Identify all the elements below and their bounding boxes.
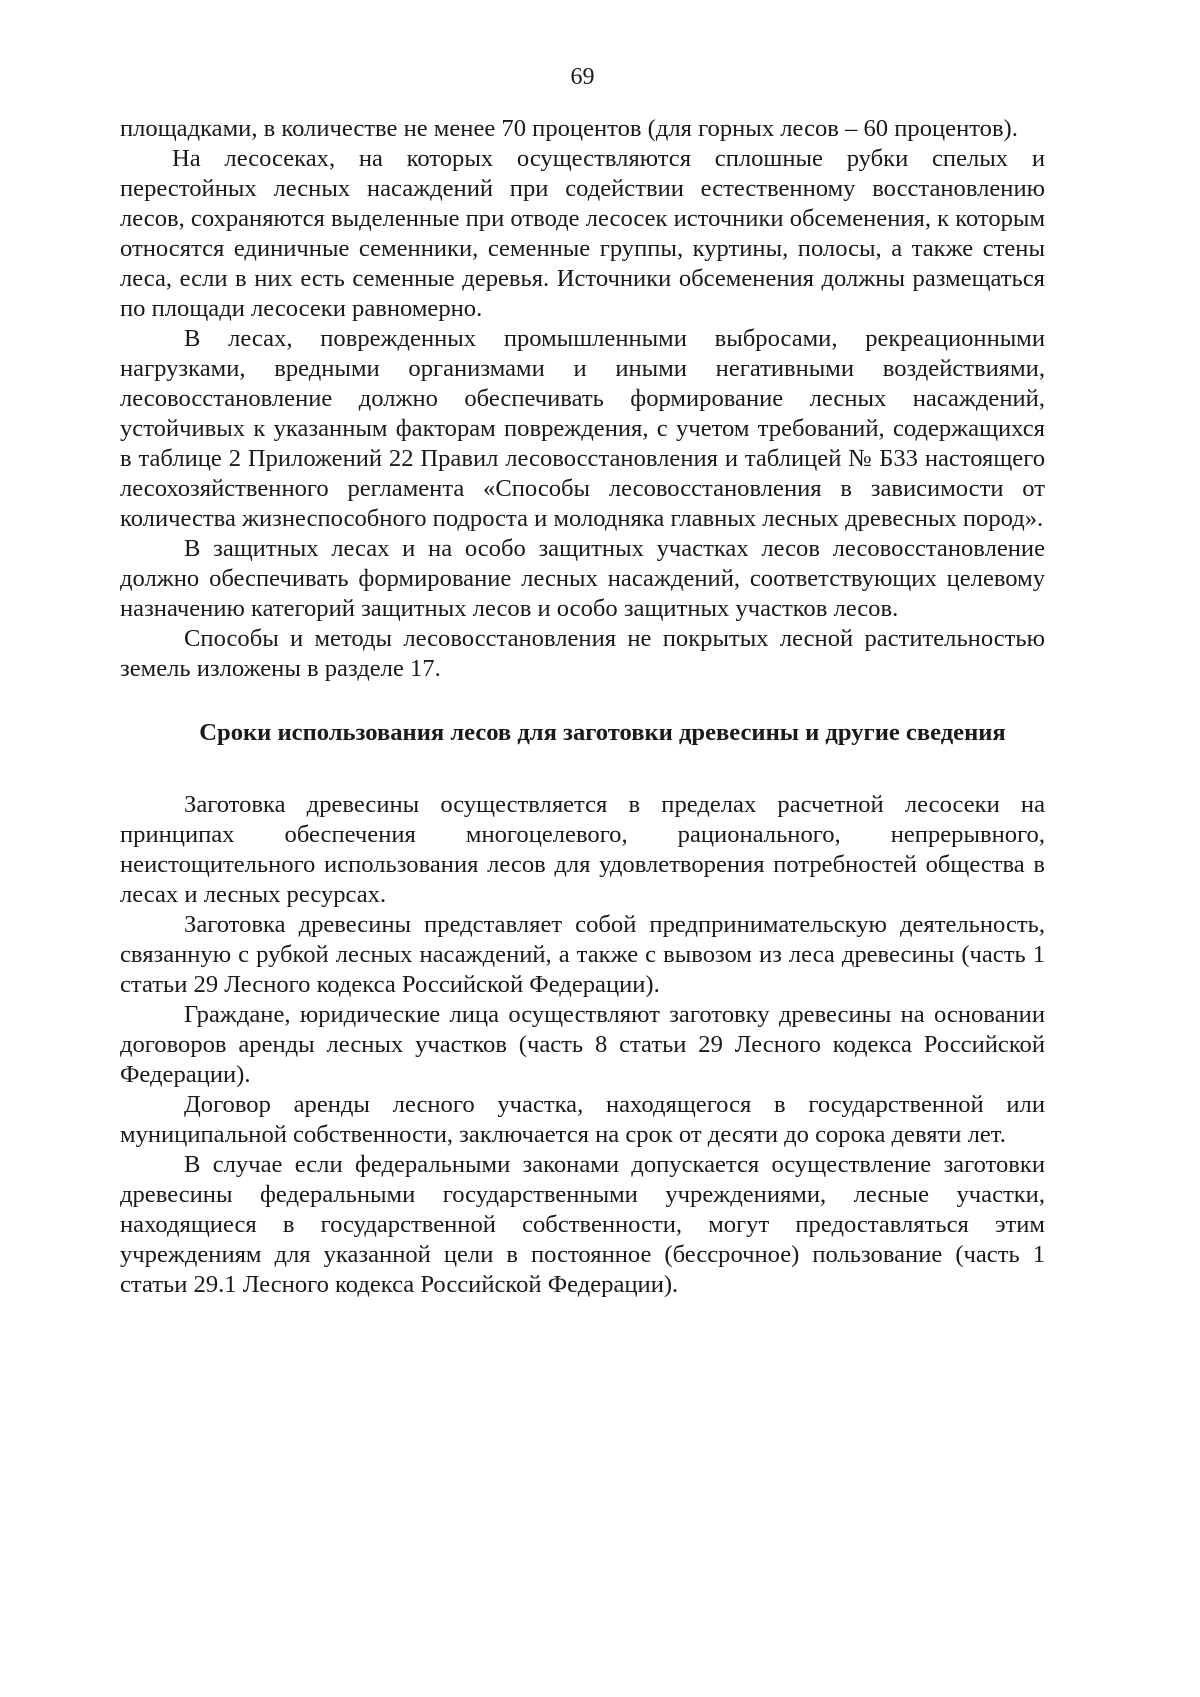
paragraph-lease-basis: Граждане, юридические лица осуществляют заготовку древесины на основании договоров аренды лесных участков (часть 8 статьи 29 Лесного кодекса Российской Федерации). <box>120 1001 1045 1088</box>
top-text-block <box>120 114 1045 684</box>
paragraph-federal-institutions: В случае если федеральными законами допускается осуществление заготовки древесины федеральными государственными учреждениями, лесные участки, находящиеся в государственной собственности, могут предоставляться этим учреждениям для указанной цели в постоянное (бессрочное) пользование (часть 1 статьи 29.1 Лесного кодекса Российской Федерации). <box>120 1151 1045 1298</box>
paragraph-continuation: площадками, в количестве не менее 70 процентов (для горных лесов – 60 процентов). <box>120 115 1018 142</box>
paragraph-protective-forests: В защитных лесах и на особо защитных участках лесов лесовосстановление должно обеспечивать формирование лесных насаждений, соответствующих целевому назначению категорий защитных лесов и особо защитных участков лесов. <box>120 535 1045 622</box>
paragraph-lease-term: Договор аренды лесного участка, находящегося в государственной или муниципальной собственности, заключается на срок от десяти до сорока девяти лет. <box>120 1091 1045 1148</box>
paragraph-damaged-forests: В лесах, поврежденных промышленными выбросами, рекреационными нагрузками, вредными организмами и иными негативными воздействиями, лесовосстановление должно обеспечивать формирование лесных насаждений, устойчивых к указанным факторам повреждения, с учетом требований, содержащихся в таблице 2 Приложений 22 Правил лесовосстановления и таблицей № Б33 настоящего лесохозяйственного регламента «Способы лесовосстановления в зависимости от количества жизнеспособного подроста и молодняка главных лесных древесных пород». <box>120 325 1045 532</box>
paragraph-seed-sources: На лесосеках, на которых осуществляются сплошные рубки спелых и перестойных лесных насаждений при содействии естественному восстановлению лесов, сохраняются выделенные при отводе лесосек источники обсеменения, к которым относятся единичные семенники, семенные группы, куртины, полосы, а также стены леса, если в них есть семенные деревья. Источники обсеменения должны размещаться по площади лесосеки равномерно. <box>120 145 1046 322</box>
paragraph-restoration-methods: Способы и методы лесовосстановления не покрытых лесной растительностью земель изложены в разделе 17. <box>120 625 1045 682</box>
paragraph-harvesting-principles: Заготовка древесины осуществляется в пределах расчетной лесосеки на принципах обеспечения многоцелевого, рационального, непрерывного, неистощительного использования лесов для удовлетворения потребностей общества в лесах и лесных ресурсах. <box>120 791 1045 908</box>
page-number: 69 <box>570 64 595 90</box>
document-page <box>120 62 1045 1300</box>
paragraph-harvesting-definition: Заготовка древесины представляет собой предпринимательскую деятельность, связанную с рубкой лесных насаждений, а также с вывозом из леса древесины (часть 1 статьи 29 Лесного кодекса Российской Федерации). <box>120 911 1045 998</box>
bottom-text-block <box>120 790 1045 1300</box>
section-title: Сроки использования лесов для заготовки древесины и другие сведения <box>199 719 1006 746</box>
